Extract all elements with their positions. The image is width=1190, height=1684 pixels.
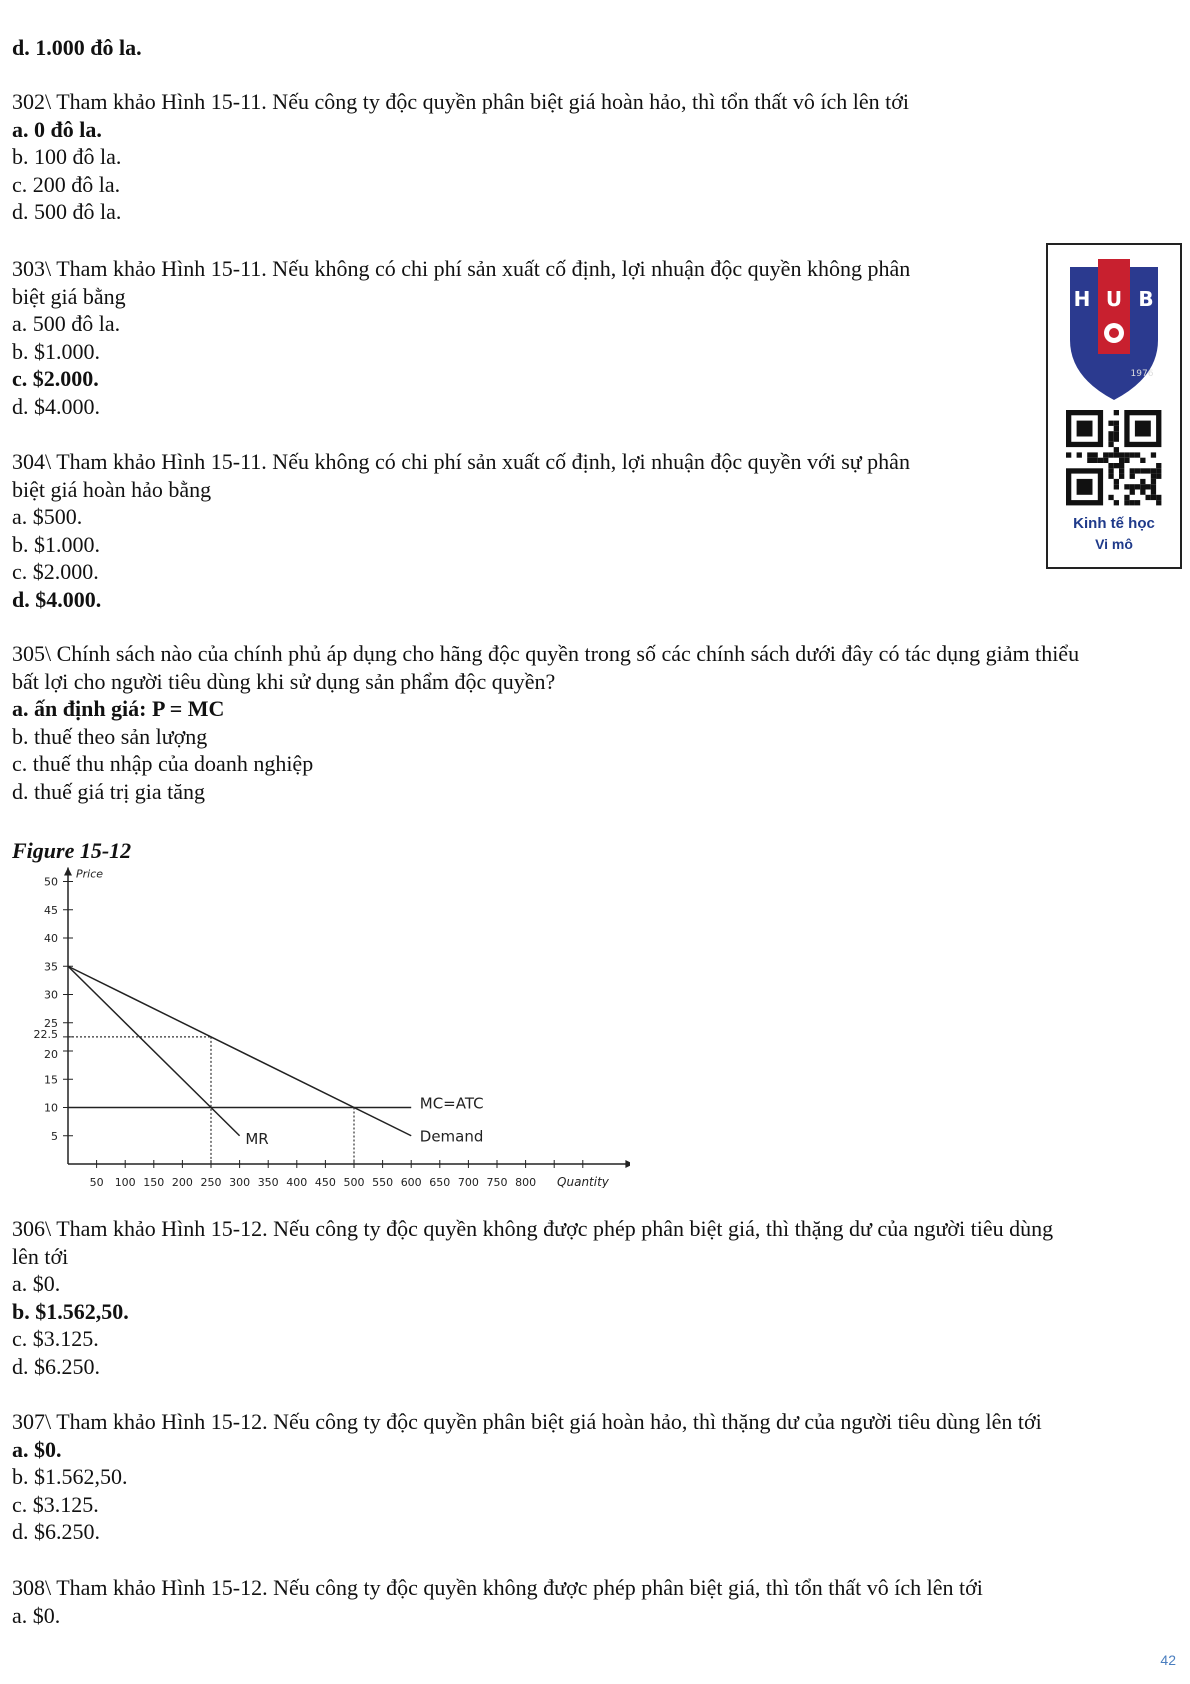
x-tick-label: 750 bbox=[486, 1176, 508, 1188]
answer-option: c. 200 đô la. bbox=[12, 171, 121, 197]
question-text-cont: biệt giá bằng bbox=[12, 283, 126, 309]
x-axis-arrow bbox=[625, 1160, 630, 1168]
y-tick-label: 40 bbox=[44, 932, 58, 945]
answer-option: d. $6.250. bbox=[12, 1353, 100, 1379]
logo-letter-b: B bbox=[1138, 287, 1154, 311]
answer-option: c. $3.125. bbox=[12, 1491, 99, 1517]
figure-15-12-chart bbox=[10, 858, 630, 1188]
answer-option: c. $2.000. bbox=[12, 559, 99, 584]
x-tick-label: 500 bbox=[343, 1176, 365, 1188]
answer-option: b. $1.000. bbox=[12, 531, 100, 557]
y-tick-label: 45 bbox=[44, 903, 58, 917]
x-tick-label: 50 bbox=[89, 1176, 104, 1188]
question-text: 303\ Tham khảo Hình 15-11. Nếu không có chi phí sản xuất cố định, lợi nhuận độc quyền không phân bbox=[12, 256, 911, 281]
y-tick-label: 50 bbox=[44, 875, 58, 889]
x-tick-label: 200 bbox=[171, 1176, 193, 1188]
y-axis-arrow bbox=[64, 868, 72, 876]
x-axis-label: Quantity bbox=[557, 1175, 609, 1188]
y-tick-label: 10 bbox=[44, 1101, 58, 1115]
question-text-cont: bất lợi cho người tiêu dùng khi sử dụng sản phẩm độc quyền? bbox=[12, 668, 556, 694]
answer-option: b. $1.562,50. bbox=[12, 1298, 129, 1324]
answer-option: b. $1.000. bbox=[12, 338, 100, 364]
hub-logo-panel bbox=[1046, 243, 1182, 569]
answer-option: b. $1.562,50. bbox=[12, 1464, 128, 1489]
question-text: 308\ Tham khảo Hình 15-12. Nếu công ty độc quyền không được phép phân biệt giá, thì tổn thất vô ích lên tới bbox=[12, 1575, 983, 1600]
top-answer: d. 1.000 đô la. bbox=[12, 35, 142, 60]
answer-option: a. 500 đô la. bbox=[12, 311, 121, 336]
question-text-cont: biệt giá hoàn hảo bằng bbox=[12, 476, 212, 502]
answer-option: a. ấn định giá: P = MC bbox=[12, 696, 225, 721]
x-tick-label: 400 bbox=[286, 1176, 308, 1188]
logo-letter-h: H bbox=[1073, 287, 1091, 311]
x-tick-label: 650 bbox=[429, 1176, 451, 1188]
y-tick-label: 25 bbox=[44, 1016, 58, 1030]
logo-caption-1: Kinh tế học bbox=[1073, 515, 1155, 532]
answer-option: d. thuế giá trị gia tăng bbox=[12, 778, 206, 804]
logo-caption-2: Vi mô bbox=[1095, 536, 1133, 552]
answer-option: d. $4.000. bbox=[12, 393, 100, 419]
logo-year: 1976 bbox=[1130, 369, 1154, 379]
x-tick-label: 300 bbox=[229, 1176, 251, 1188]
x-tick-label: 250 bbox=[200, 1176, 222, 1188]
y-tick-label: 15 bbox=[44, 1073, 58, 1087]
answer-option: a. $0. bbox=[12, 1271, 61, 1296]
demand-label: Demand bbox=[419, 1127, 484, 1146]
x-tick-label: 350 bbox=[257, 1176, 279, 1188]
y-tick-label: 20 bbox=[44, 1048, 58, 1061]
question-text-cont: lên tới bbox=[12, 1243, 69, 1269]
answer-option: a. $0. bbox=[12, 1436, 62, 1462]
question-text: 306\ Tham khảo Hình 15-12. Nếu công ty độc quyền không được phép phân biệt giá, thì thặng dư của người tiêu dùng bbox=[12, 1216, 1054, 1241]
answer-option: a. 0 đô la. bbox=[12, 116, 102, 142]
question-text: 307\ Tham khảo Hình 15-12. Nếu công ty độc quyền phân biệt giá hoàn hảo, thì thặng dư của người tiêu dùng lên tới bbox=[12, 1409, 1042, 1434]
answer-option: d. $6.250. bbox=[12, 1519, 100, 1544]
x-tick-label: 450 bbox=[314, 1176, 336, 1188]
x-tick-label: 150 bbox=[143, 1176, 165, 1188]
answer-option: b. thuế theo sản lượng bbox=[12, 723, 208, 749]
qr-code-icon bbox=[1066, 410, 1161, 505]
answer-option: c. thuế thu nhập của doanh nghiệp bbox=[12, 751, 314, 776]
y-tick-label: 30 bbox=[44, 988, 58, 1002]
question-text: 305\ Chính sách nào của chính phủ áp dụng cho hãng độc quyền trong số các chính sách dưới đây có tác dụng giảm thiểu bbox=[12, 641, 1080, 666]
x-tick-label: 800 bbox=[515, 1176, 537, 1188]
mr-line bbox=[68, 966, 240, 1136]
x-tick-label: 700 bbox=[457, 1176, 479, 1188]
demand-line bbox=[68, 966, 411, 1136]
y-tick-label: 22.5 bbox=[33, 1027, 58, 1041]
x-tick-label: 550 bbox=[372, 1176, 394, 1188]
answer-option: c. $2.000. bbox=[12, 366, 99, 391]
answer-option: a. $500. bbox=[12, 504, 83, 529]
x-tick-label: 100 bbox=[114, 1176, 136, 1188]
logo-letter-u: U bbox=[1105, 287, 1123, 311]
question-text: 302\ Tham khảo Hình 15-11. Nếu công ty độc quyền phân biệt giá hoàn hảo, thì tổn thất vô ích lên tới bbox=[12, 89, 909, 114]
y-tick-label: 35 bbox=[44, 960, 58, 974]
answer-option: c. $3.125. bbox=[12, 1326, 99, 1351]
x-tick-label: 600 bbox=[400, 1176, 422, 1188]
answer-option: b. 100 đô la. bbox=[12, 144, 122, 169]
answer-option: d. $4.000. bbox=[12, 586, 102, 612]
answer-option: a. $0. bbox=[12, 1602, 61, 1628]
mr-label: MR bbox=[245, 1130, 269, 1149]
question-text: 304\ Tham khảo Hình 15-11. Nếu không có chi phí sản xuất cố định, lợi nhuận độc quyền với sự phân bbox=[12, 449, 910, 474]
y-axis-label: Price bbox=[76, 867, 104, 881]
page-number: 42 bbox=[1160, 1652, 1176, 1668]
mc-atc-label: MC=ATC bbox=[419, 1094, 484, 1113]
y-tick-label: 5 bbox=[51, 1129, 58, 1143]
answer-option: d. 500 đô la. bbox=[12, 199, 122, 224]
figure-title: Figure 15-12 bbox=[12, 838, 132, 863]
